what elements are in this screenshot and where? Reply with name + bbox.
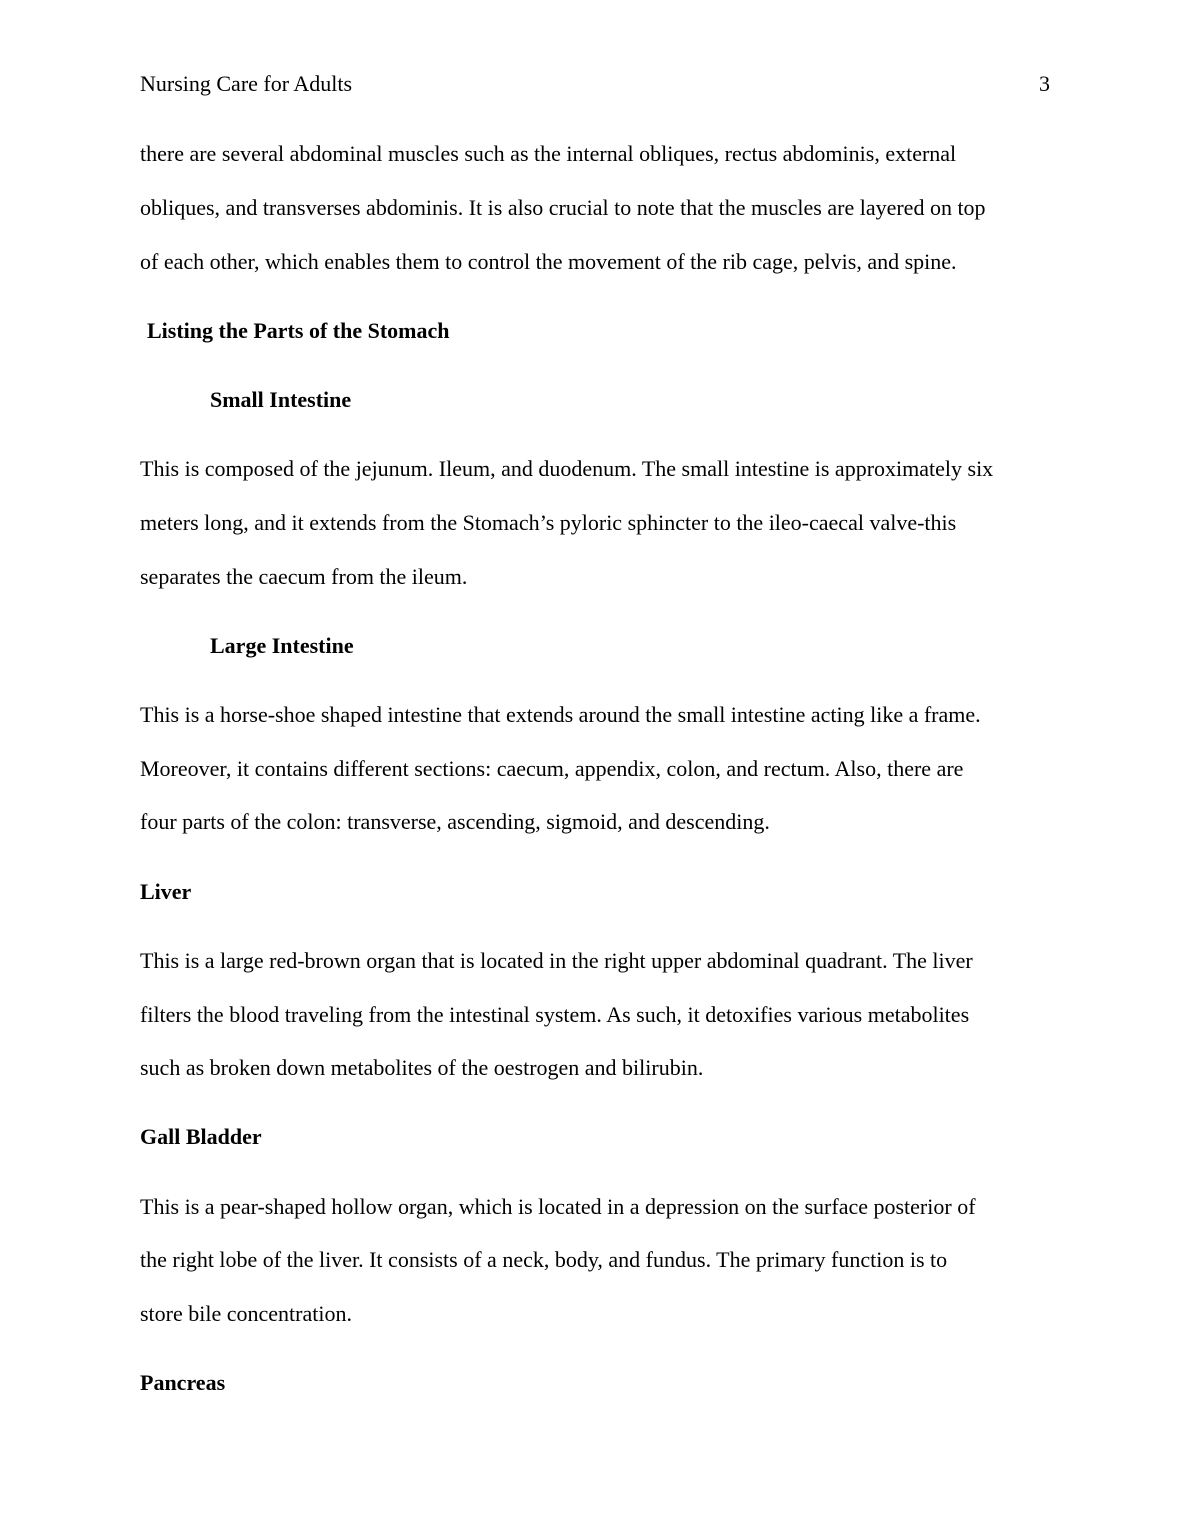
intro-line-1: there are several abdominal muscles such as the internal obliques, rectus abdominis, external [140, 141, 957, 166]
liver-line-2: filters the blood traveling from the intestinal system. As such, it detoxifies various metabolites [140, 1002, 970, 1027]
gall-bladder-heading: Gall Bladder [140, 1124, 262, 1149]
small-intestine-line-3: separates the caecum from the ileum. [140, 564, 468, 589]
large-intestine-line-3: four parts of the colon: transverse, ascending, sigmoid, and descending. [140, 809, 770, 834]
small-intestine-line-2: meters long, and it extends from the Stomach’s pyloric sphincter to the ileo-caecal valve-this [140, 510, 957, 535]
large-intestine-line-2: Moreover, it contains different sections: caecum, appendix, colon, and rectum. Also, there are [140, 756, 964, 781]
liver-heading: Liver [140, 879, 192, 904]
running-head-title: Nursing Care for Adults [140, 71, 353, 96]
pancreas-heading: Pancreas [140, 1370, 226, 1395]
large-intestine-line-1: This is a horse-shoe shaped intestine that extends around the small intestine acting like a frame. [140, 702, 981, 727]
gall-bladder-line-3: store bile concentration. [140, 1301, 352, 1326]
intro-line-2: obliques, and transverses abdominis. It is also crucial to note that the muscles are layered on top [140, 195, 986, 220]
gall-bladder-line-1: This is a pear-shaped hollow organ, which is located in a depression on the surface posterior of [140, 1194, 976, 1219]
liver-line-3: such as broken down metabolites of the oestrogen and bilirubin. [140, 1055, 704, 1080]
liver-line-1: This is a large red-brown organ that is located in the right upper abdominal quadrant. The liver [140, 948, 973, 973]
gall-bladder-line-2: the right lobe of the liver. It consists of a neck, body, and fundus. The primary function is to [140, 1247, 948, 1272]
intro-line-3: of each other, which enables them to control the movement of the rib cage, pelvis, and spine. [140, 249, 957, 274]
large-intestine-heading: Large Intestine [210, 633, 354, 658]
small-intestine-heading: Small Intestine [210, 387, 352, 412]
section-heading: Listing the Parts of the Stomach [147, 318, 450, 343]
small-intestine-line-1: This is composed of the jejunum. Ileum, and duodenum. The small intestine is approximately six [140, 456, 994, 481]
page-number: 3 [1039, 71, 1050, 96]
